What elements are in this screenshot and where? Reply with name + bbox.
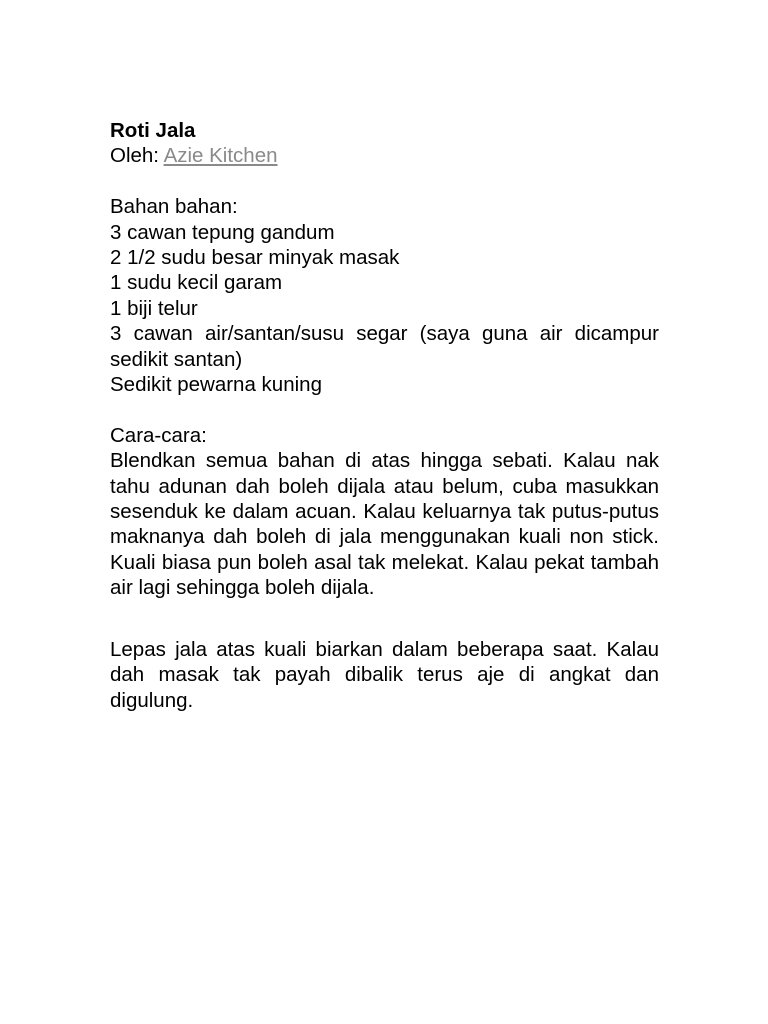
ingredient-item: 1 biji telur bbox=[110, 296, 198, 320]
document-page bbox=[110, 118, 659, 713]
method-paragraph: Lepas jala atas kuali biarkan dalam beberapa saat. Kalau dah masak tak payah dibalik terus aje di angkat dan digulung. bbox=[110, 637, 659, 712]
ingredients-heading: Bahan bahan: bbox=[110, 195, 238, 219]
ingredient-item: 3 cawan air/santan/susu segar (saya guna air dicampur sedikit santan) bbox=[110, 322, 659, 371]
ingredient-item: Sedikit pewarna kuning bbox=[110, 373, 322, 397]
byline bbox=[110, 143, 659, 168]
method-section bbox=[110, 423, 659, 713]
author-link[interactable]: Azie Kitchen bbox=[163, 144, 278, 168]
method-paragraph: Blendkan semua bahan di atas hingga sebati. Kalau nak tahu adunan dah boleh dijala atau belum, cuba masukkan sesenduk ke dalam acuan. Kalau keluarnya tak putus-putus maknanya dah boleh di jala menggunakan kuali non stick. Kuali biasa pun boleh asal tak melekat. Kalau pekat tambah air lagi sehingga boleh dijala. bbox=[110, 449, 659, 600]
recipe-title: Roti Jala bbox=[110, 119, 196, 142]
ingredient-item: 1 sudu kecil garam bbox=[110, 271, 283, 295]
ingredients-section bbox=[110, 194, 659, 397]
ingredient-item: 3 cawan tepung gandum bbox=[110, 220, 335, 244]
ingredient-item: 2 1/2 sudu besar minyak masak bbox=[110, 246, 400, 270]
method-heading: Cara-cara: bbox=[110, 423, 207, 447]
byline-prefix: Oleh: bbox=[110, 144, 164, 168]
